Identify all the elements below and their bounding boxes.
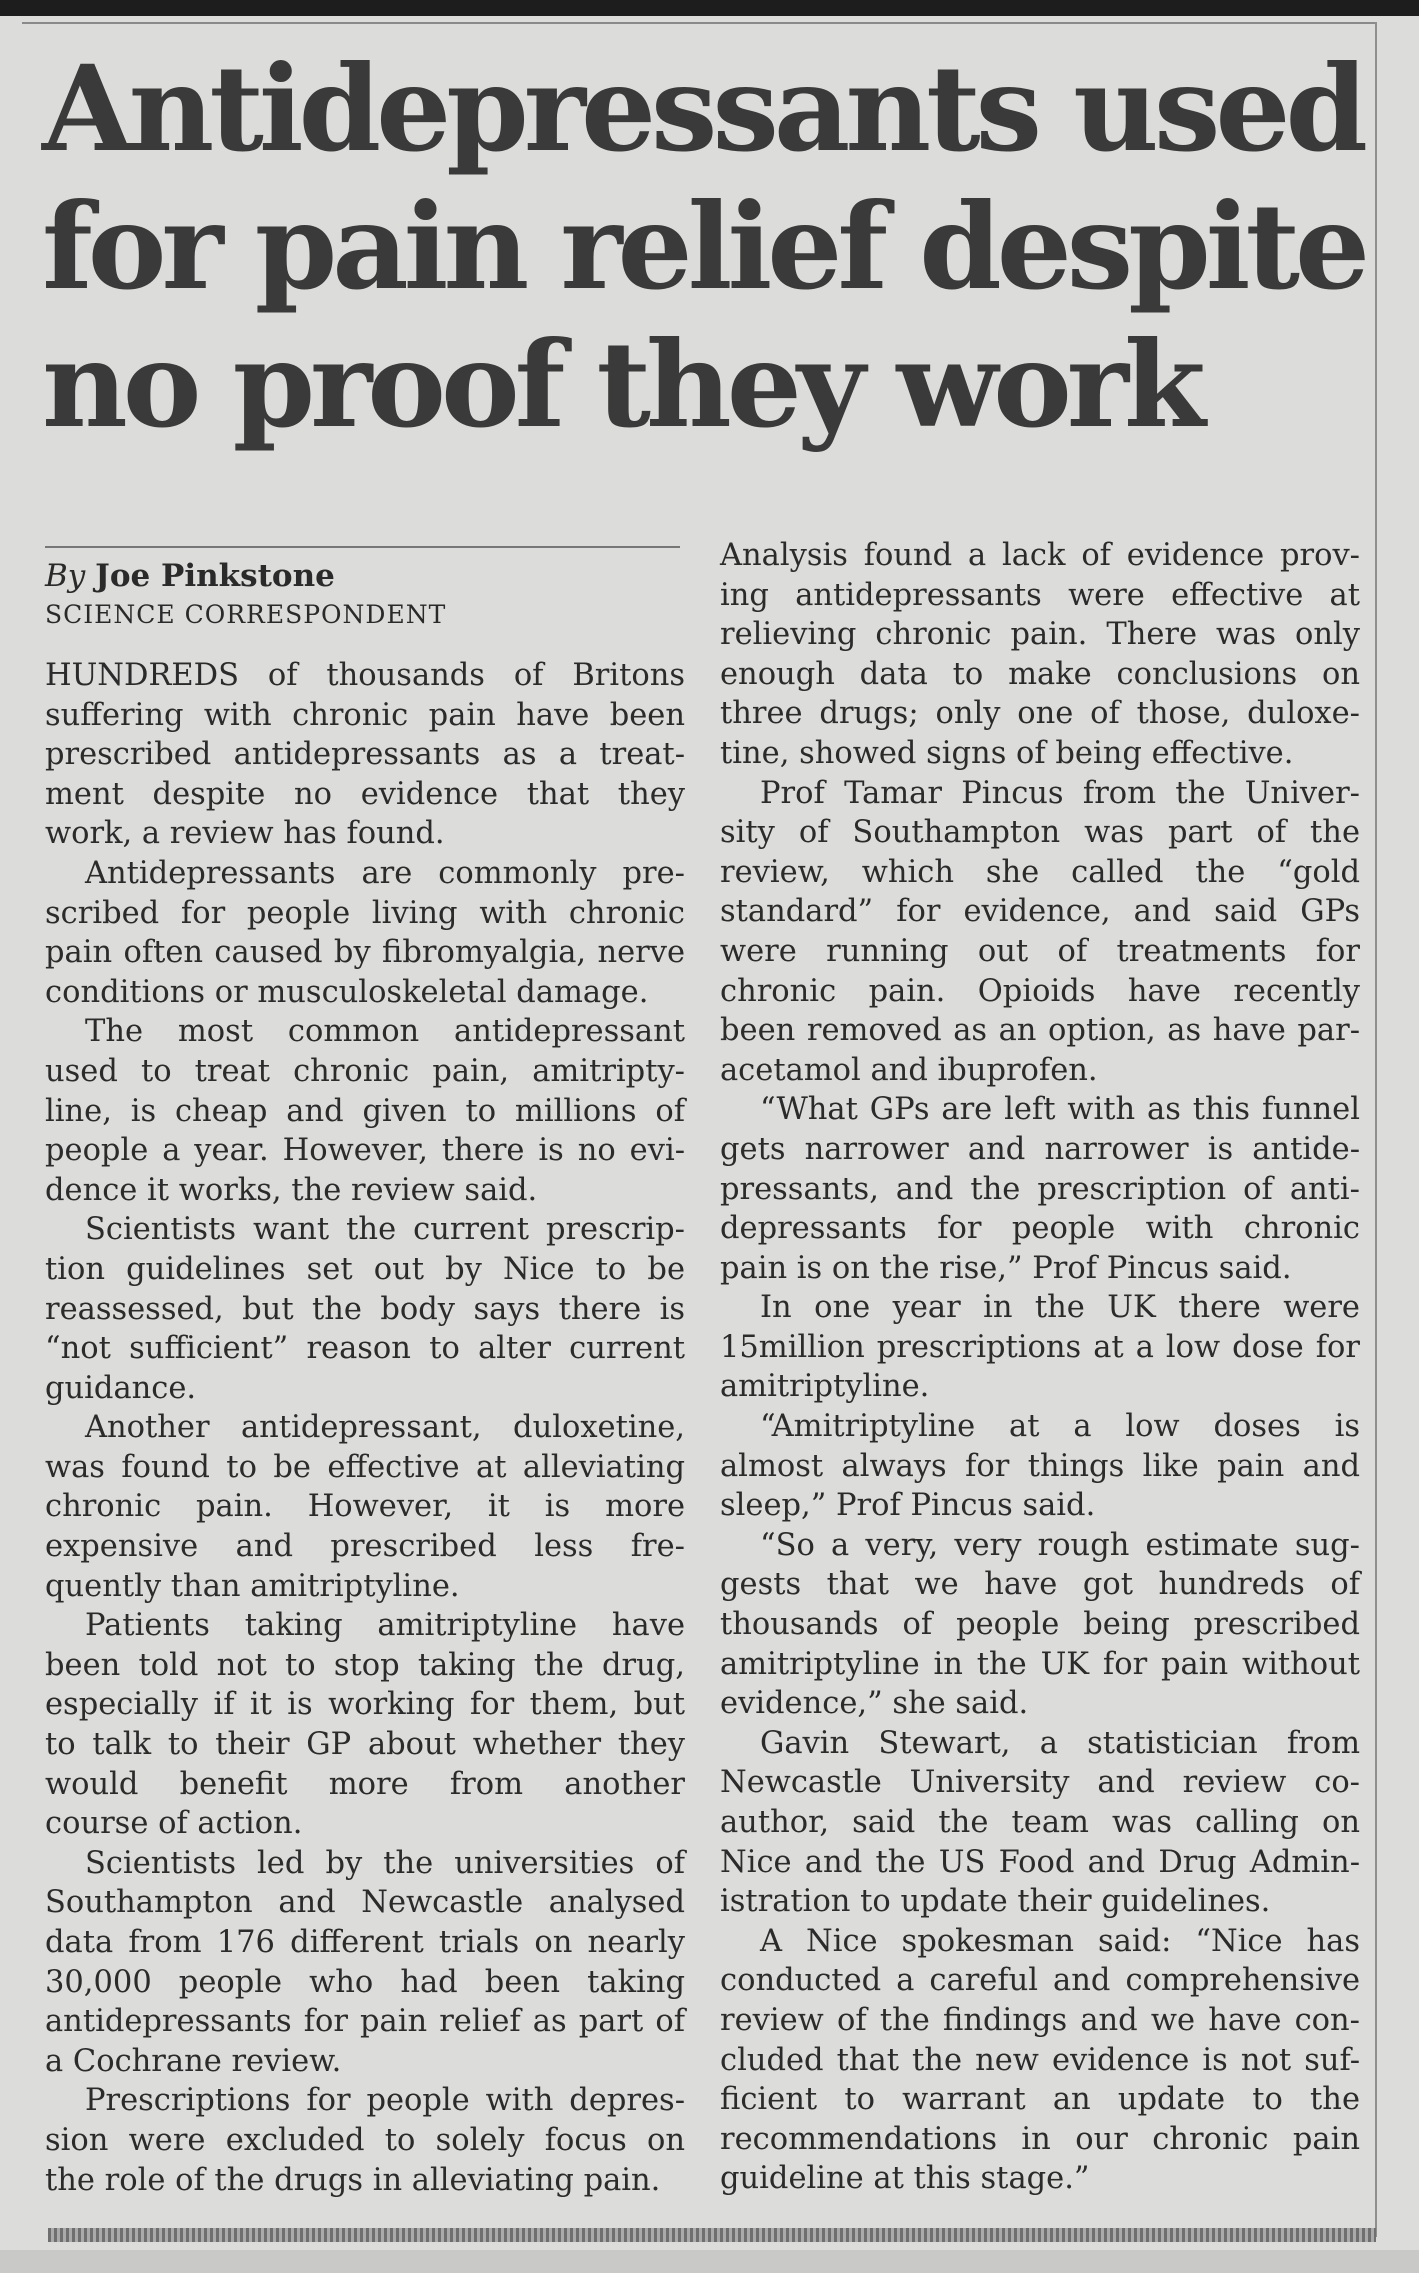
text-line: ment despite no evidence that they xyxy=(45,776,685,812)
text-line: thousands of people being prescribed xyxy=(720,1607,1360,1643)
text-line: been told not to stop taking the drug, xyxy=(45,1647,685,1683)
text-line: the role of the drugs in alleviating pain. xyxy=(45,2162,661,2198)
article-column-1 xyxy=(45,656,685,2200)
text-line: almost always for things like pain and xyxy=(720,1448,1360,1484)
article-paragraph xyxy=(45,1210,685,1408)
byline-author: Joe Pinkstone xyxy=(95,558,335,594)
text-line: HUNDREDS of thousands of Britons xyxy=(45,658,685,693)
text-line: sity of Southampton was part of the xyxy=(720,815,1360,851)
text-line: dence it works, the review said. xyxy=(45,1172,538,1208)
text-line: “So a very, very rough estimate sug- xyxy=(760,1527,1360,1563)
text-line: acetamol and ibuprofen. xyxy=(720,1052,1098,1088)
text-line: Scientists want the current prescrip- xyxy=(85,1212,685,1248)
text-line: Antidepressants are commonly pre- xyxy=(85,855,685,891)
byline-by: By xyxy=(45,558,86,594)
article-paragraph xyxy=(720,536,1360,774)
text-line: “Amitriptyline at a low doses is xyxy=(760,1409,1360,1445)
text-line: Southampton and Newcastle analysed xyxy=(45,1885,685,1921)
text-line: amitriptyline in the UK for pain without xyxy=(720,1646,1360,1682)
text-line: prescribed antidepressants as a treat- xyxy=(45,737,685,773)
text-line: “What GPs are left with as this funnel xyxy=(760,1092,1360,1128)
scan-top-edge xyxy=(0,0,1419,16)
text-line: recommendations in our chronic pain xyxy=(720,2121,1360,2157)
byline-role: SCIENCE CORRESPONDENT xyxy=(45,600,447,629)
text-line: been removed as an option, as have par- xyxy=(720,1013,1360,1049)
headline-line-1: Antidepressants used xyxy=(42,39,1363,178)
article-paragraph xyxy=(720,1922,1360,2199)
text-line: Another antidepressant, duloxetine, xyxy=(85,1410,685,1446)
article-paragraph xyxy=(720,1288,1360,1407)
text-line: work, a review has found. xyxy=(45,816,445,852)
text-line: review, which she called the “gold xyxy=(720,854,1360,890)
text-line: ficient to warrant an update to the xyxy=(720,2082,1360,2118)
article-column-2 xyxy=(720,536,1360,2199)
text-line: especially if it is working for them, but xyxy=(45,1687,685,1723)
text-line: course of action. xyxy=(45,1806,303,1842)
article-paragraph xyxy=(720,774,1360,1091)
text-line: suffering with chronic pain have been xyxy=(45,697,685,733)
text-line: The most common antidepressant xyxy=(85,1014,685,1050)
top-rule xyxy=(22,22,1377,24)
text-line: chronic pain. However, it is more xyxy=(45,1489,685,1525)
article-paragraph xyxy=(45,854,685,1012)
text-line: pain often caused by fibromyalgia, nerve xyxy=(45,935,685,971)
text-line: Scientists led by the universities of xyxy=(85,1845,685,1881)
text-line: quently than amitriptyline. xyxy=(45,1568,460,1604)
text-line: depressants for people with chronic xyxy=(720,1211,1360,1247)
text-line: was found to be effective at alleviating xyxy=(45,1449,685,1485)
text-line: review of the findings and we have con- xyxy=(720,2002,1360,2038)
text-line: antidepressants for pain relief as part of xyxy=(45,2004,685,2040)
headline-line-2: for pain relief despite xyxy=(42,177,1366,316)
text-line: author, said the team was calling on xyxy=(720,1805,1360,1840)
text-line: enough data to make conclusions on xyxy=(720,656,1360,692)
text-line: people a year. However, there is no evi- xyxy=(45,1133,685,1169)
byline xyxy=(45,556,335,596)
headline-line-3: no proof they work xyxy=(42,315,1201,454)
text-line: In one year in the UK there were xyxy=(760,1290,1360,1326)
article-paragraph xyxy=(720,1090,1360,1288)
text-line: gests that we have got hundreds of xyxy=(720,1567,1360,1603)
article-paragraph xyxy=(720,1407,1360,1526)
text-line: cluded that the new evidence is not suf- xyxy=(720,2042,1360,2078)
text-line: sleep,” Prof Pincus said. xyxy=(720,1488,1096,1524)
text-line: gets narrower and narrower is antide- xyxy=(720,1131,1360,1167)
article-paragraph xyxy=(45,2081,685,2200)
article-paragraph xyxy=(45,656,685,854)
text-line: A Nice spokesman said: “Nice has xyxy=(760,1923,1360,1959)
text-line: tine, showed signs of being effective. xyxy=(720,735,1294,771)
article-paragraph xyxy=(45,1408,685,1606)
text-line: tion guidelines set out by Nice to be xyxy=(45,1251,685,1287)
text-line: standard” for evidence, and said GPs xyxy=(720,894,1360,930)
text-line: expensive and prescribed less fre- xyxy=(45,1529,685,1565)
text-line: Newcastle University and review co- xyxy=(720,1765,1360,1801)
text-line: 30,000 people who had been taking xyxy=(45,1964,685,2000)
text-line: “not sufficient” reason to alter current xyxy=(45,1331,685,1367)
text-line: sion were excluded to solely focus on xyxy=(45,2122,685,2158)
text-line: to talk to their GP about whether they xyxy=(45,1727,685,1763)
text-line: amitriptyline. xyxy=(720,1369,930,1405)
byline-rule xyxy=(45,546,680,548)
text-line: Analysis found a lack of evidence prov- xyxy=(720,538,1360,573)
text-line: data from 176 different trials on nearly xyxy=(45,1925,685,1960)
text-line: guideline at this stage.” xyxy=(720,2161,1090,2197)
text-line: pressants, and the prescription of anti- xyxy=(720,1171,1360,1207)
article-paragraph xyxy=(45,1844,685,2082)
article-paragraph xyxy=(45,1606,685,1844)
text-line: conditions or musculoskeletal damage. xyxy=(45,974,649,1010)
bottom-border xyxy=(48,2228,1376,2242)
text-line: 15million prescriptions at a low dose for xyxy=(720,1329,1360,1365)
text-line: would benefit more from another xyxy=(45,1766,685,1802)
text-line: Patients taking amitriptyline have xyxy=(85,1608,685,1644)
article-paragraph xyxy=(720,1724,1360,1922)
text-line: evidence,” she said. xyxy=(720,1686,1029,1722)
article-paragraph xyxy=(720,1526,1360,1724)
text-line: used to treat chronic pain, amitripty- xyxy=(45,1053,685,1089)
text-line: a Cochrane review. xyxy=(45,2043,342,2079)
text-line: Gavin Stewart, a statistician from xyxy=(760,1725,1360,1761)
article-paragraph xyxy=(45,1012,685,1210)
column-rule-right xyxy=(1375,22,1377,2237)
text-line: reassessed, but the body says there is xyxy=(45,1291,685,1327)
text-line: scribed for people living with chronic xyxy=(45,895,685,931)
text-line: Nice and the US Food and Drug Admin- xyxy=(720,1844,1360,1880)
text-line: pain is on the rise,” Prof Pincus said. xyxy=(720,1250,1292,1286)
text-line: ing antidepressants were effective at xyxy=(720,577,1360,613)
text-line: guidance. xyxy=(45,1370,197,1406)
headline xyxy=(42,39,1366,454)
text-line: relieving chronic pain. There was only xyxy=(720,617,1360,653)
scan-bottom-edge xyxy=(0,2250,1419,2273)
text-line: istration to update their guidelines. xyxy=(720,1884,1271,1920)
text-line: chronic pain. Opioids have recently xyxy=(720,973,1360,1009)
text-line: Prescriptions for people with depres- xyxy=(85,2083,685,2119)
text-line: line, is cheap and given to millions of xyxy=(45,1093,685,1129)
text-line: Prof Tamar Pincus from the Univer- xyxy=(760,775,1360,811)
text-line: conducted a careful and comprehensive xyxy=(720,1963,1360,1999)
text-line: three drugs; only one of those, duloxe- xyxy=(720,696,1360,732)
text-line: were running out of treatments for xyxy=(720,933,1360,969)
